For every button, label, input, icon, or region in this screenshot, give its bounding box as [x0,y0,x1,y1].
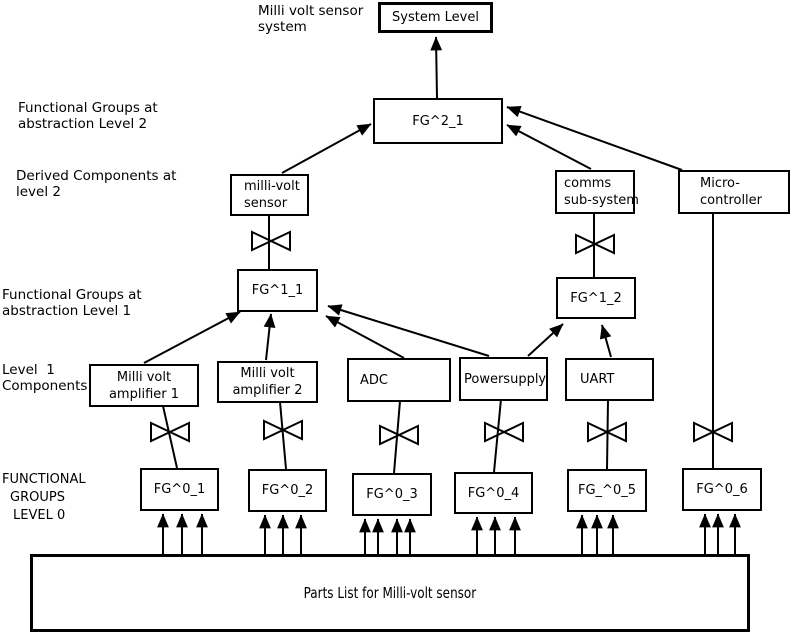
label-functional-groups-level0: FUNCTIONAL GROUPS LEVEL 0 [2,472,86,523]
edge-fg2_1-to-system-level [436,37,437,98]
parts-arrows-fg0_2 [265,515,301,554]
node-fg1-1: FG^1_1 [237,269,318,312]
parts-arrows-fg0_4 [477,517,515,554]
node-milli-volt-amplifier-1: Milli volt amplifier 1 [89,364,199,407]
label-level1-components: Level 1 Components [2,362,88,394]
parts-arrows-fg0_5 [582,515,613,554]
node-milli-volt-sensor: milli-volt sensor [230,174,309,216]
edge-adc-to-fg1_1 [326,316,404,358]
edge-amp2-to-fg1_1 [266,314,271,360]
label-functional-groups-level1: Functional Groups at abstraction Level 1 [2,287,142,319]
stem-uart-fg0_5 [607,400,608,469]
node-milli-volt-amplifier-2: Milli volt amplifier 2 [217,361,318,403]
parts-arrows-fg0_3 [365,519,410,554]
node-micro-controller: Micro- controller [678,170,790,214]
bowtie-mv-sensor [252,232,290,250]
edge-powersupply-to-fg1_2 [528,324,563,356]
bowtie-adc [380,426,418,444]
node-fg0-6: FG^0_6 [682,468,762,511]
node-fg0-1: FG^0_1 [140,468,219,511]
parts-arrows-fg0_1 [163,514,202,554]
node-fg0-3: FG^0_3 [352,473,432,516]
edge-uart-to-fg1_2 [602,325,611,357]
label-functional-groups-level2: Functional Groups at abstraction Level 2 [18,100,158,132]
node-uart: UART [565,358,654,401]
node-fg2-1: FG^2_1 [373,98,503,144]
label-derived-components-level2: Derived Components at level 2 [16,168,177,200]
edge-comms-to-fg2_1 [507,125,591,169]
parts-arrows-fg0_6 [705,514,735,554]
edge-mv-sensor-to-fg2_1 [282,124,371,173]
node-powersupply: Powersupply [459,357,548,401]
node-fg0-2: FG^0_2 [248,469,327,512]
node-system-level: System Level [378,2,493,33]
node-comms-subsystem: comms sub-system [555,170,635,214]
edge-amp1-to-fg1_1 [144,312,240,363]
node-adc: ADC [347,358,451,402]
node-fg0-5: FG_^0_5 [567,469,647,512]
node-parts-list: Parts List for Milli-volt sensor [30,554,750,632]
node-fg0-4: FG^0_4 [454,472,533,514]
stem-amp2-fg0_2 [280,402,286,469]
label-system-title: Milli volt sensor system [258,3,364,35]
node-fg1-2: FG^1_2 [556,277,636,319]
bowtie-powersupply [485,423,523,441]
stem-amp1-fg0_1 [163,406,177,468]
